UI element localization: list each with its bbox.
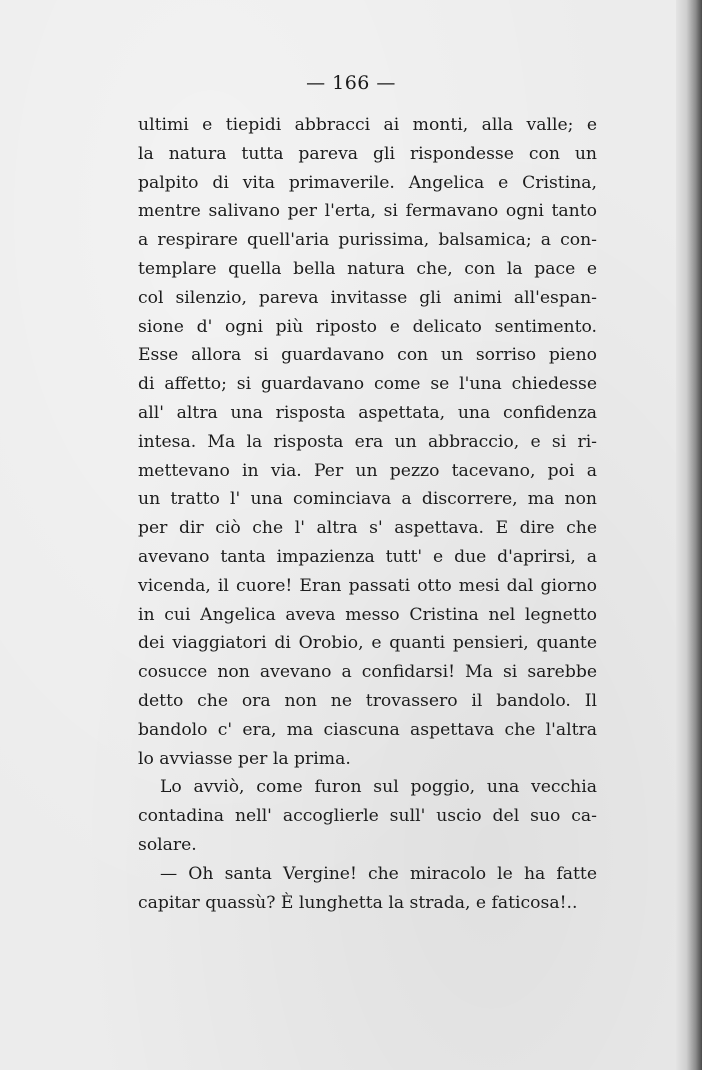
text-line: — Oh santa Vergine! che miracolo le ha fatte [160,863,597,884]
text-line: sione d' ogni più riposto e delicato sentimento. [138,316,597,337]
text-line: di affetto; si guardavano come se l'una chiedesse [138,374,597,395]
text-line: bandolo c' era, ma ciascuna aspettava che l'altra [138,719,597,740]
text-line: vicenda, il cuore! Eran passati otto mesi dal giorno [138,575,597,596]
text-line: capitar quassù? È lunghetta la strada, e faticosa!.. [138,892,578,913]
page-number: — 166 — [306,72,396,94]
text-line: dei viaggiatori di Orobio, e quanti pensieri, quante [138,633,597,654]
text-line: avevano tanta impazienza tutt' e due d'aprirsi, a [138,546,597,567]
text-line: un tratto l' una cominciava a discorrere, ma non [138,489,597,510]
text-line: contadina nell' accoglierle sull' uscio del suo ca- [138,806,597,827]
text-line: all' altra una risposta aspettata, una confidenza [138,402,597,423]
text-line: a respirare quell'aria purissima, balsamica; a con- [138,230,597,251]
text-line: templare quella bella natura che, con la pace e [138,258,597,279]
text-line: palpito di vita primaverile. Angelica e Cristina, [138,172,597,193]
text-line: col silenzio, pareva invitasse gli animi all'espan- [138,287,597,308]
text-line: Lo avviò, come furon sul poggio, una vecchia [160,777,597,798]
text-line: solare. [138,834,197,855]
text-line: detto che ora non ne trovassero il bandolo. Il [138,690,597,711]
binding-shadow [676,0,702,1070]
text-line: lo avviasse per la prima. [138,748,351,769]
text-line: mentre salivano per l'erta, si fermavano ogni tanto [138,201,597,222]
text-line: Esse allora si guardavano con un sorriso pieno [138,345,597,366]
text-line: cosucce non avevano a confidarsi! Ma si sarebbe [138,662,597,683]
text-line: ultimi e tiepidi abbracci ai monti, alla valle; e [138,115,597,135]
text-line: intesa. Ma la risposta era un abbraccio, e si ri- [138,431,597,452]
text-line: in cui Angelica aveva messo Cristina nel legnetto [138,604,597,625]
text-line: per dir ciò che l' altra s' aspettava. E dire che [138,518,597,539]
body-text [138,111,597,917]
text-line: la natura tutta pareva gli rispondesse con un [138,143,597,164]
text-line: mettevano in via. Per un pezzo tacevano, poi a [138,460,597,481]
